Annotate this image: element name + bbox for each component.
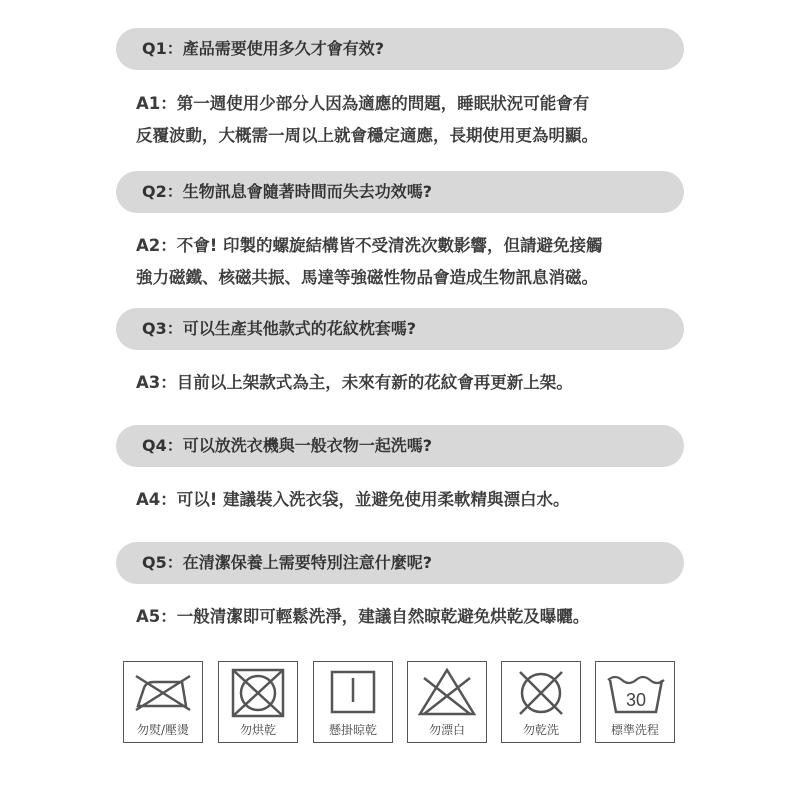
care-label-no-iron: 勿熨/壓燙 [136, 723, 190, 737]
care-icons-row [123, 661, 679, 745]
answer-3 [136, 367, 696, 399]
no-iron-icon [124, 662, 204, 722]
care-box-no-tumble-dry [218, 661, 298, 743]
answer-2-line-2: 強力磁鐵、核磁共振、馬達等強磁性物品會造成生物訊息消磁。 [136, 268, 598, 287]
question-bar-1: Q1：產品需要使用多久才會有效? [116, 28, 684, 70]
answer-1 [136, 88, 696, 152]
question-bar-5: Q5：在清潔保養上需要特別注意什麼呢? [116, 542, 684, 584]
care-label-hang-dry: 懸掛晾乾 [328, 723, 377, 737]
answer-3-line-1: A3：目前以上架款式為主，未來有新的花紋會再更新上架。 [136, 373, 573, 392]
wash-30-icon [596, 662, 676, 722]
care-label-no-dry-clean: 勿乾洗 [522, 723, 559, 737]
answer-2-line-1: A2：不會! 印製的螺旋結構皆不受清洗次數影響，但請避免接觸 [136, 236, 603, 255]
care-box-wash-30 [595, 661, 675, 743]
care-label-no-tumble-dry: 勿烘乾 [239, 723, 276, 737]
question-bar-3: Q3：可以生產其他款式的花紋枕套嗎? [116, 308, 684, 350]
answer-5 [136, 601, 696, 633]
care-box-no-bleach [407, 661, 487, 743]
question-bar-4: Q4：可以放洗衣機與一般衣物一起洗嗎? [116, 425, 684, 467]
answer-5-line-1: A5：一般清潔即可輕鬆洗淨，建議自然晾乾避免烘乾及曝曬。 [136, 607, 590, 626]
hang-dry-icon [314, 662, 394, 722]
care-label-wash-30: 標準洗程 [610, 723, 659, 737]
question-bar-2: Q2：生物訊息會隨著時間而失去功效嗎? [116, 171, 684, 213]
no-bleach-icon [408, 662, 488, 722]
care-box-no-iron [123, 661, 203, 743]
answer-2 [136, 230, 696, 294]
no-dry-clean-icon [502, 662, 582, 722]
care-box-hang-dry [313, 661, 393, 743]
no-tumble-dry-icon [219, 662, 299, 722]
care-label-no-bleach: 勿漂白 [428, 723, 465, 737]
answer-4 [136, 484, 696, 516]
answer-1-line-2: 反覆波動，大概需一周以上就會穩定適應，長期使用更為明顯。 [136, 126, 598, 145]
wash-temperature: 30 [625, 690, 647, 710]
answer-4-line-1: A4：可以! 建議裝入洗衣袋，並避免使用柔軟精與漂白水。 [136, 490, 570, 509]
answer-1-line-1: A1：第一週使用少部分人因為適應的問題，睡眠狀況可能會有 [136, 94, 590, 113]
care-box-no-dry-clean [501, 661, 581, 743]
